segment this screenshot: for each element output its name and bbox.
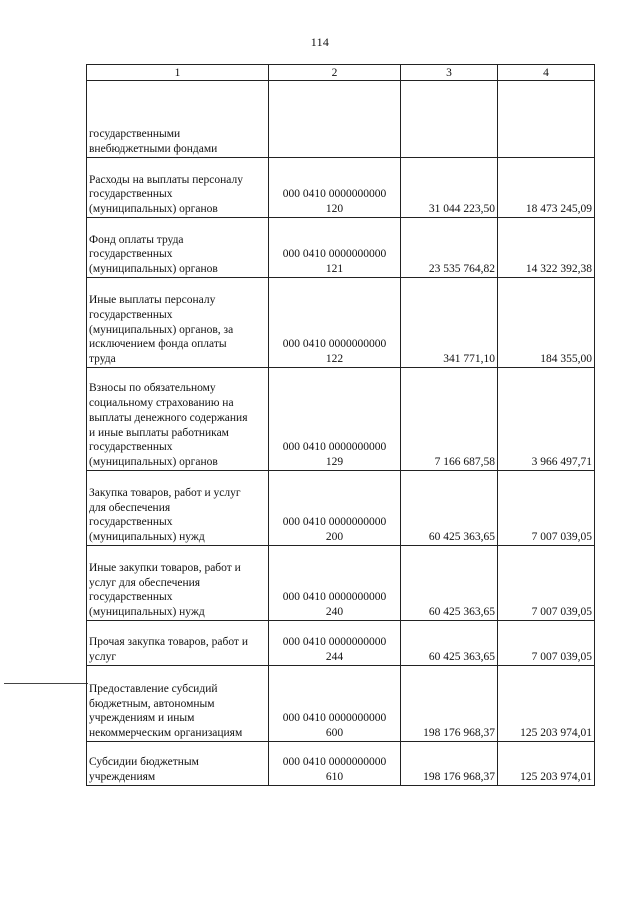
row-value-3: 198 176 968,37 bbox=[401, 742, 498, 786]
row-value-4: 14 322 392,38 bbox=[498, 218, 595, 278]
row-value-4: 125 203 974,01 bbox=[498, 742, 595, 786]
row-code: 000 0410 0000000000 121 bbox=[269, 218, 401, 278]
table-row bbox=[87, 742, 595, 786]
row-name: Фонд оплаты труда государственных (муниципальных) органов bbox=[87, 218, 269, 278]
table-row bbox=[87, 368, 595, 471]
table-row bbox=[87, 666, 595, 742]
row-value-4: 7 007 039,05 bbox=[498, 471, 595, 546]
row-value-4: 184 355,00 bbox=[498, 278, 595, 368]
row-value-4: 3 966 497,71 bbox=[498, 368, 595, 471]
row-code: 000 0410 0000000000 610 bbox=[269, 742, 401, 786]
row-value-3: 60 425 363,65 bbox=[401, 621, 498, 666]
row-value-4: 7 007 039,05 bbox=[498, 546, 595, 621]
budget-table bbox=[86, 64, 595, 786]
row-name: Иные выплаты персоналу государственных (муниципальных) органов, за исключением фонда оплаты труда bbox=[87, 278, 269, 368]
page-number: 114 bbox=[310, 35, 330, 49]
row-name: Расходы на выплаты персоналу государственных (муниципальных) органов bbox=[87, 158, 269, 218]
table-row bbox=[87, 621, 595, 666]
row-value-3: 60 425 363,65 bbox=[401, 471, 498, 546]
table-row bbox=[87, 158, 595, 218]
table-row bbox=[87, 81, 595, 158]
column-header: 4 bbox=[498, 65, 595, 81]
table-row bbox=[87, 471, 595, 546]
row-name: Иные закупки товаров, работ и услуг для обеспечения государственных (муниципальных) нужд bbox=[87, 546, 269, 621]
row-value-3: 198 176 968,37 bbox=[401, 666, 498, 742]
row-code: 000 0410 0000000000 600 bbox=[269, 666, 401, 742]
row-name: Прочая закупка товаров, работ и услуг bbox=[87, 621, 269, 666]
row-code: 000 0410 0000000000 129 bbox=[269, 368, 401, 471]
column-header: 2 bbox=[269, 65, 401, 81]
row-value-4: 125 203 974,01 bbox=[498, 666, 595, 742]
row-name: Предоставление субсидий бюджетным, автономным учреждениям и иным некоммерческим организациям bbox=[87, 666, 269, 742]
row-value-4 bbox=[498, 81, 595, 158]
header-row bbox=[87, 65, 595, 81]
row-value-3: 60 425 363,65 bbox=[401, 546, 498, 621]
column-header: 3 bbox=[401, 65, 498, 81]
row-value-4: 7 007 039,05 bbox=[498, 621, 595, 666]
row-code: 000 0410 0000000000 240 bbox=[269, 546, 401, 621]
row-value-3: 23 535 764,82 bbox=[401, 218, 498, 278]
column-header: 1 bbox=[87, 65, 269, 81]
table-row bbox=[87, 546, 595, 621]
row-name: Субсидии бюджетным учреждениям bbox=[87, 742, 269, 786]
row-value-3 bbox=[401, 81, 498, 158]
row-value-4: 18 473 245,09 bbox=[498, 158, 595, 218]
row-code: 000 0410 0000000000 200 bbox=[269, 471, 401, 546]
row-name: государственными внебюджетными фондами bbox=[87, 81, 269, 158]
row-value-3: 7 166 687,58 bbox=[401, 368, 498, 471]
row-code bbox=[269, 81, 401, 158]
row-code: 000 0410 0000000000 120 bbox=[269, 158, 401, 218]
row-name: Взносы по обязательному социальному страхованию на выплаты денежного содержания и иные выплаты работникам государственных (муниципальных) органов bbox=[87, 368, 269, 471]
row-value-3: 341 771,10 bbox=[401, 278, 498, 368]
row-code: 000 0410 0000000000 122 bbox=[269, 278, 401, 368]
table-row bbox=[87, 218, 595, 278]
margin-line bbox=[4, 683, 88, 684]
row-code: 000 0410 0000000000 244 bbox=[269, 621, 401, 666]
table-row bbox=[87, 278, 595, 368]
row-name: Закупка товаров, работ и услуг для обеспечения государственных (муниципальных) нужд bbox=[87, 471, 269, 546]
row-value-3: 31 044 223,50 bbox=[401, 158, 498, 218]
